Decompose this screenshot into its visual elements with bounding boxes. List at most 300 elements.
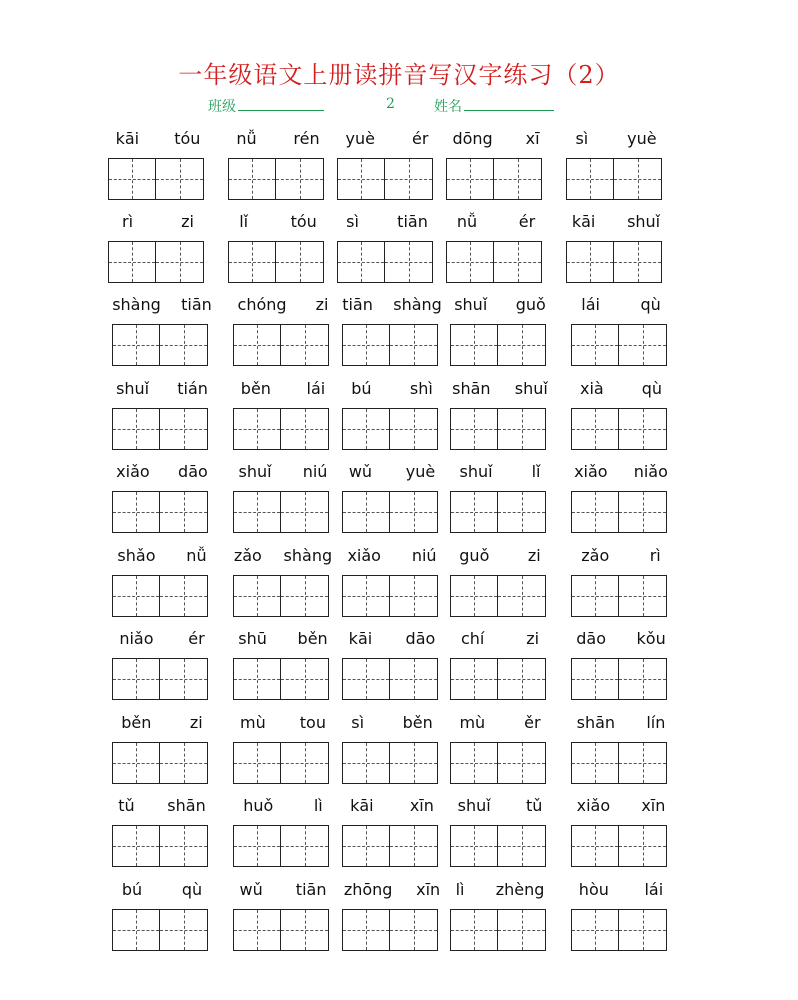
pinyin-syllable: shuǐ [457, 796, 491, 815]
pinyin-label [440, 461, 560, 483]
word-item [112, 461, 212, 541]
writing-box[interactable] [498, 575, 546, 617]
pinyin-syllable: shuǐ [238, 462, 272, 481]
writing-box[interactable] [281, 575, 329, 617]
pinyin-label [332, 378, 452, 400]
word-item [450, 378, 550, 458]
word-item [233, 294, 333, 374]
pinyin-syllable: guǒ [515, 295, 546, 314]
writing-box[interactable] [390, 825, 438, 867]
pinyin-syllable: niǎo [119, 629, 154, 648]
writing-box[interactable] [494, 158, 542, 200]
word-item [228, 128, 328, 208]
word-item [233, 795, 333, 875]
pinyin-label [223, 378, 343, 400]
pinyin-syllable: lín [646, 713, 666, 732]
pinyin-syllable: tóu [174, 129, 201, 148]
word-item [450, 294, 550, 374]
writing-box[interactable] [337, 158, 385, 200]
writing-box[interactable] [450, 408, 498, 450]
writing-box[interactable] [342, 491, 390, 533]
writing-box[interactable] [112, 658, 160, 700]
exercise-row [0, 712, 798, 795]
word-item [571, 795, 671, 875]
pinyin-syllable: yuè [627, 129, 657, 148]
pinyin-syllable: lái [581, 295, 600, 314]
pinyin-syllable: nǚ [456, 212, 478, 231]
pinyin-syllable: nǚ [186, 546, 207, 565]
pinyin-label [102, 879, 222, 901]
pinyin-syllable: lái [644, 880, 664, 899]
writing-box[interactable] [342, 324, 390, 366]
writing-box[interactable] [281, 491, 329, 533]
writing-box[interactable] [160, 825, 208, 867]
pinyin-label [440, 795, 560, 817]
word-item [571, 294, 671, 374]
exercise-row [0, 128, 798, 211]
writing-box[interactable] [112, 408, 160, 450]
pinyin-syllable: xiǎo [116, 462, 150, 481]
writing-box[interactable] [498, 324, 546, 366]
pinyin-label [218, 211, 338, 233]
writing-box[interactable] [342, 909, 390, 951]
pinyin-label [440, 628, 560, 650]
pinyin-label [440, 879, 560, 901]
pinyin-syllable: kāi [571, 212, 596, 231]
pinyin-syllable: ér [188, 629, 205, 648]
writing-box[interactable] [619, 742, 667, 784]
writing-box[interactable] [450, 658, 498, 700]
word-item [233, 461, 333, 541]
writing-box[interactable] [276, 241, 324, 283]
word-item [337, 128, 437, 208]
pinyin-syllable: tiān [342, 295, 373, 314]
word-item [108, 128, 208, 208]
pinyin-label [102, 712, 222, 734]
word-item [450, 628, 550, 708]
writing-box[interactable] [160, 408, 208, 450]
pinyin-syllable: shàng [393, 295, 442, 314]
writing-box[interactable] [566, 158, 614, 200]
writing-box[interactable] [112, 825, 160, 867]
writing-box[interactable] [498, 825, 546, 867]
pinyin-syllable: kāi [348, 629, 373, 648]
word-item [342, 628, 442, 708]
pinyin-syllable: shuǐ [459, 462, 493, 481]
word-item [571, 545, 671, 625]
pinyin-label [561, 545, 681, 567]
writing-box[interactable] [233, 575, 281, 617]
pinyin-syllable: tou [299, 713, 326, 732]
pinyin-syllable: guǒ [459, 546, 490, 565]
pinyin-label [332, 461, 452, 483]
writing-box[interactable] [342, 658, 390, 700]
pinyin-syllable: shān [167, 796, 206, 815]
pinyin-syllable: qù [641, 379, 662, 398]
word-item [112, 879, 212, 959]
pinyin-label [332, 712, 452, 734]
writing-box[interactable] [498, 658, 546, 700]
word-item [571, 879, 671, 959]
writing-box[interactable] [233, 742, 281, 784]
writing-box[interactable] [566, 241, 614, 283]
pinyin-syllable: zi [315, 295, 329, 314]
pinyin-label [556, 211, 676, 233]
writing-box[interactable] [446, 158, 494, 200]
writing-box[interactable] [156, 241, 204, 283]
pinyin-syllable: xiǎo [576, 796, 611, 815]
pinyin-syllable: tóu [290, 212, 317, 231]
pinyin-label [561, 795, 681, 817]
pinyin-syllable: xīn [416, 880, 441, 899]
word-item [566, 211, 666, 291]
pinyin-syllable: rì [649, 546, 661, 565]
writing-box[interactable] [619, 491, 667, 533]
word-item [342, 879, 442, 959]
pinyin-syllable: nǚ [236, 129, 257, 148]
writing-box[interactable] [619, 825, 667, 867]
pinyin-syllable: chí [460, 629, 485, 648]
pinyin-syllable: shū [238, 629, 267, 648]
pinyin-syllable: běn [402, 713, 433, 732]
writing-box[interactable] [450, 909, 498, 951]
pinyin-label [102, 461, 222, 483]
pinyin-label [436, 128, 556, 150]
pinyin-syllable: mù [459, 713, 486, 732]
word-item [342, 795, 442, 875]
word-item [112, 712, 212, 792]
pinyin-syllable: běn [240, 379, 271, 398]
writing-box[interactable] [390, 658, 438, 700]
word-item [112, 294, 212, 374]
word-item [233, 712, 333, 792]
writing-box[interactable] [228, 241, 276, 283]
exercise-row [0, 378, 798, 461]
pinyin-syllable: wǔ [239, 880, 263, 899]
pinyin-syllable: xiǎo [347, 546, 381, 565]
word-item [342, 712, 442, 792]
writing-box[interactable] [281, 909, 329, 951]
writing-box[interactable] [160, 658, 208, 700]
pinyin-syllable: yuè [405, 462, 436, 481]
writing-box[interactable] [450, 825, 498, 867]
word-item [450, 795, 550, 875]
writing-box[interactable] [160, 575, 208, 617]
pinyin-syllable: xīn [641, 796, 666, 815]
pinyin-syllable: shàng [283, 546, 333, 565]
pinyin-label [102, 628, 222, 650]
pinyin-syllable: zhōng [343, 880, 393, 899]
pinyin-syllable: hòu [578, 880, 609, 899]
writing-box[interactable] [108, 241, 156, 283]
pinyin-syllable: bú [351, 379, 372, 398]
pinyin-syllable: tǔ [118, 796, 135, 815]
pinyin-syllable: xī [525, 129, 540, 148]
pinyin-label [218, 128, 338, 150]
pinyin-syllable: shuǐ [116, 379, 150, 398]
name-label: 姓名 [434, 99, 462, 115]
pinyin-label [223, 795, 343, 817]
writing-box[interactable] [281, 658, 329, 700]
pinyin-label [102, 545, 222, 567]
word-item [337, 211, 437, 291]
pinyin-label [223, 712, 343, 734]
word-item [342, 294, 442, 374]
pinyin-label [440, 712, 560, 734]
writing-box[interactable] [233, 909, 281, 951]
writing-box[interactable] [390, 408, 438, 450]
writing-box[interactable] [571, 491, 619, 533]
exercise-row [0, 545, 798, 628]
pinyin-syllable: tiān [181, 295, 212, 314]
writing-box[interactable] [281, 825, 329, 867]
pinyin-syllable: sì [575, 129, 589, 148]
pinyin-label [98, 211, 218, 233]
pinyin-syllable: shǎo [117, 546, 156, 565]
page-title: 一年级语文上册读拼音写汉字练习（2） [178, 61, 620, 89]
writing-box[interactable] [112, 324, 160, 366]
word-item [571, 461, 671, 541]
pinyin-syllable: zǎo [581, 546, 610, 565]
writing-box[interactable] [112, 742, 160, 784]
writing-box[interactable] [112, 909, 160, 951]
writing-box[interactable] [276, 158, 324, 200]
word-item [450, 461, 550, 541]
pinyin-syllable: kǒu [636, 629, 666, 648]
writing-box[interactable] [571, 742, 619, 784]
class-label: 班级 [208, 99, 236, 115]
writing-box[interactable] [160, 909, 208, 951]
pinyin-syllable: běn [121, 713, 152, 732]
writing-box[interactable] [498, 742, 546, 784]
pinyin-syllable: bú [121, 880, 143, 899]
writing-box[interactable] [571, 408, 619, 450]
pinyin-syllable: ěr [524, 713, 541, 732]
pinyin-syllable: niú [411, 546, 437, 565]
exercise-row [0, 294, 798, 377]
word-item [112, 545, 212, 625]
writing-box[interactable] [228, 158, 276, 200]
pinyin-syllable: qù [640, 295, 661, 314]
writing-box[interactable] [390, 491, 438, 533]
pinyin-label [332, 545, 452, 567]
pinyin-label [332, 879, 452, 901]
pinyin-syllable: zi [527, 546, 541, 565]
writing-box[interactable] [571, 658, 619, 700]
pinyin-syllable: zi [526, 629, 540, 648]
writing-box[interactable] [342, 742, 390, 784]
worksheet-number: 2 [386, 96, 395, 112]
writing-box[interactable] [390, 909, 438, 951]
pinyin-syllable: zǎo [233, 546, 262, 565]
word-item [342, 461, 442, 541]
pinyin-label [561, 294, 681, 316]
pinyin-label [223, 545, 343, 567]
pinyin-label [332, 628, 452, 650]
writing-box[interactable] [446, 241, 494, 283]
exercise-row [0, 795, 798, 878]
writing-box[interactable] [233, 324, 281, 366]
writing-box[interactable] [450, 324, 498, 366]
pinyin-syllable: tián [177, 379, 208, 398]
writing-box[interactable] [450, 491, 498, 533]
writing-box[interactable] [281, 408, 329, 450]
writing-box[interactable] [619, 324, 667, 366]
writing-box[interactable] [233, 658, 281, 700]
pinyin-syllable: shuǐ [514, 379, 548, 398]
writing-box[interactable] [385, 241, 433, 283]
pinyin-syllable: lì [455, 880, 465, 899]
pinyin-syllable: xīn [409, 796, 434, 815]
pinyin-syllable: sì [351, 713, 365, 732]
writing-box[interactable] [337, 241, 385, 283]
writing-box[interactable] [281, 324, 329, 366]
writing-box[interactable] [160, 491, 208, 533]
writing-box[interactable] [342, 575, 390, 617]
pinyin-syllable: lái [306, 379, 326, 398]
pinyin-syllable: shuǐ [454, 295, 488, 314]
pinyin-syllable: dāo [576, 629, 606, 648]
pinyin-label [561, 712, 681, 734]
writing-box[interactable] [342, 825, 390, 867]
pinyin-syllable: tǔ [525, 796, 543, 815]
pinyin-syllable: chóng [237, 295, 287, 314]
pinyin-label [102, 378, 222, 400]
pinyin-label [332, 795, 452, 817]
word-item [446, 128, 546, 208]
word-item [233, 879, 333, 959]
pinyin-syllable: rì [122, 212, 134, 231]
pinyin-label [440, 294, 560, 316]
pinyin-syllable: lǐ [531, 462, 541, 481]
pinyin-label [332, 294, 452, 316]
pinyin-syllable: shàng [112, 295, 161, 314]
writing-box[interactable] [498, 909, 546, 951]
pinyin-label [556, 128, 676, 150]
word-item [450, 879, 550, 959]
pinyin-syllable: qù [181, 880, 203, 899]
pinyin-label [440, 378, 560, 400]
pinyin-label [102, 294, 222, 316]
writing-box[interactable] [390, 742, 438, 784]
pinyin-label [561, 628, 681, 650]
word-item [571, 378, 671, 458]
pinyin-label [561, 378, 681, 400]
exercise-row [0, 879, 798, 962]
pinyin-syllable: yuè [345, 129, 375, 148]
pinyin-syllable: rén [293, 129, 320, 148]
writing-box[interactable] [112, 491, 160, 533]
pinyin-syllable: kāi [350, 796, 374, 815]
writing-box[interactable] [160, 742, 208, 784]
pinyin-syllable: xiǎo [574, 462, 608, 481]
word-item [342, 378, 442, 458]
pinyin-syllable: dōng [452, 129, 493, 148]
pinyin-syllable: sì [346, 212, 359, 231]
pinyin-syllable: zi [189, 713, 203, 732]
pinyin-syllable: shì [409, 379, 433, 398]
word-item [108, 211, 208, 291]
writing-box[interactable] [571, 324, 619, 366]
writing-box[interactable] [571, 909, 619, 951]
pinyin-syllable: shuǐ [627, 212, 661, 231]
writing-box[interactable] [112, 575, 160, 617]
pinyin-label [327, 211, 447, 233]
exercise-row [0, 461, 798, 544]
writing-box[interactable] [571, 575, 619, 617]
writing-box[interactable] [156, 158, 204, 200]
pinyin-label [223, 628, 343, 650]
writing-box[interactable] [450, 742, 498, 784]
word-item [446, 211, 546, 291]
writing-box[interactable] [498, 491, 546, 533]
writing-box[interactable] [619, 658, 667, 700]
writing-box[interactable] [619, 575, 667, 617]
pinyin-syllable: niú [302, 462, 328, 481]
word-item [112, 795, 212, 875]
pinyin-label [223, 461, 343, 483]
pinyin-label [440, 545, 560, 567]
writing-box[interactable] [571, 825, 619, 867]
pinyin-syllable: dāo [405, 629, 436, 648]
writing-box[interactable] [233, 491, 281, 533]
writing-box[interactable] [108, 158, 156, 200]
pinyin-label [561, 461, 681, 483]
word-item [233, 378, 333, 458]
writing-box[interactable] [390, 324, 438, 366]
exercise-row [0, 211, 798, 294]
writing-box[interactable] [385, 158, 433, 200]
word-item [342, 545, 442, 625]
pinyin-syllable: mù [240, 713, 266, 732]
writing-box[interactable] [619, 408, 667, 450]
writing-box[interactable] [160, 324, 208, 366]
word-item [571, 712, 671, 792]
word-item [233, 545, 333, 625]
writing-box[interactable] [281, 742, 329, 784]
pinyin-label [223, 879, 343, 901]
pinyin-syllable: niǎo [633, 462, 668, 481]
pinyin-syllable: dāo [178, 462, 208, 481]
word-item [566, 128, 666, 208]
pinyin-label [102, 795, 222, 817]
pinyin-syllable: huǒ [243, 796, 274, 815]
exercise-row [0, 628, 798, 711]
pinyin-label [98, 128, 218, 150]
pinyin-label [223, 294, 343, 316]
word-item [112, 378, 212, 458]
pinyin-syllable: lì [313, 796, 323, 815]
writing-box[interactable] [619, 909, 667, 951]
writing-box[interactable] [498, 408, 546, 450]
writing-box[interactable] [614, 241, 662, 283]
word-item [112, 628, 212, 708]
pinyin-syllable: zhèng [495, 880, 545, 899]
pinyin-label [436, 211, 556, 233]
pinyin-label [561, 879, 681, 901]
writing-box[interactable] [233, 825, 281, 867]
writing-box[interactable] [390, 575, 438, 617]
writing-box[interactable] [494, 241, 542, 283]
writing-box[interactable] [233, 408, 281, 450]
word-item [450, 545, 550, 625]
writing-box[interactable] [614, 158, 662, 200]
writing-box[interactable] [342, 408, 390, 450]
pinyin-syllable: shān [576, 713, 616, 732]
pinyin-label [327, 128, 447, 150]
writing-box[interactable] [450, 575, 498, 617]
pinyin-syllable: ér [518, 212, 536, 231]
